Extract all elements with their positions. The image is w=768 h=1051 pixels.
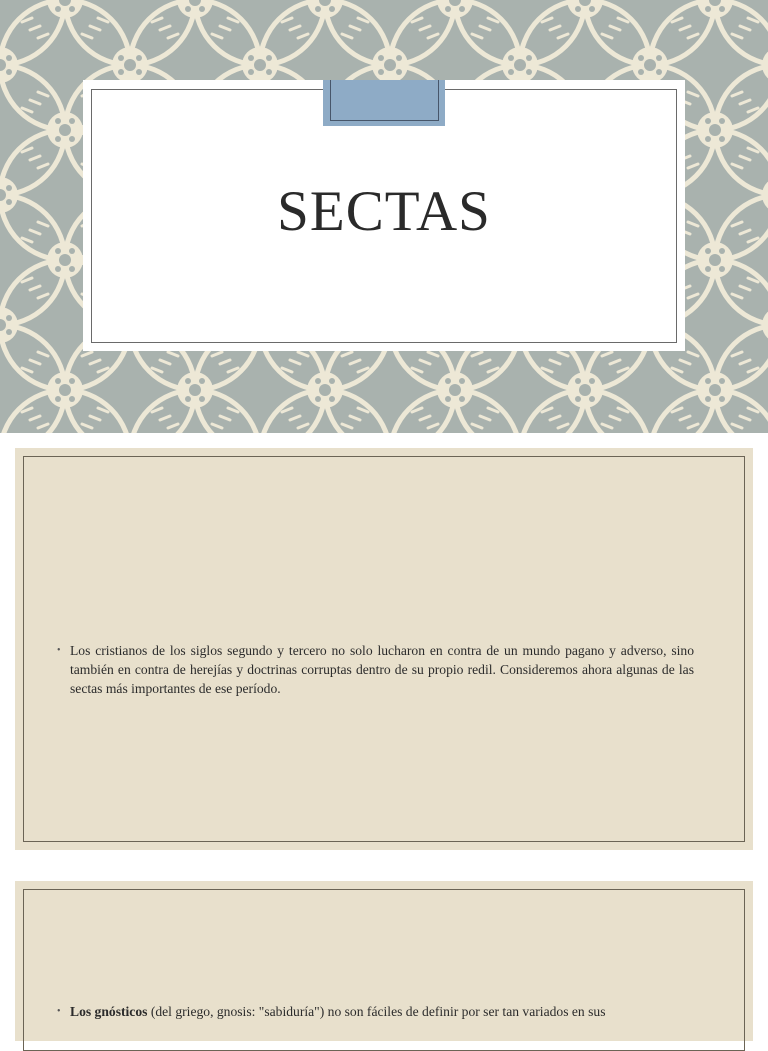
bullet-text: Los cristianos de los siglos segundo y tercero no solo lucharon en contra de un mundo pagano y adverso, sino también en contra de herejías y doctrinas corruptas dentro de su propio redil. Consideremos ahora algunas de las sectas más importantes de ese período. [70, 643, 694, 696]
title-card [83, 80, 685, 351]
slide-title: SECTAS [277, 180, 491, 243]
content-slide-gnostics [15, 881, 753, 1041]
bullet-icon: • [57, 1006, 61, 1017]
title-accent-tab [323, 80, 445, 126]
bullet-text: (del griego, gnosis: "sabiduría") no son fáciles de definir por ser tan variados en sus [147, 1004, 606, 1019]
bullet-paragraph [57, 641, 694, 698]
title-accent-tab-inner [330, 80, 439, 121]
content-slide-intro [15, 448, 753, 850]
bullet-icon: • [57, 645, 61, 656]
bullet-bold-term: Los gnósticos [70, 1004, 148, 1019]
slide-frame [23, 889, 745, 1051]
bullet-paragraph [57, 1002, 694, 1021]
title-slide [0, 0, 768, 433]
